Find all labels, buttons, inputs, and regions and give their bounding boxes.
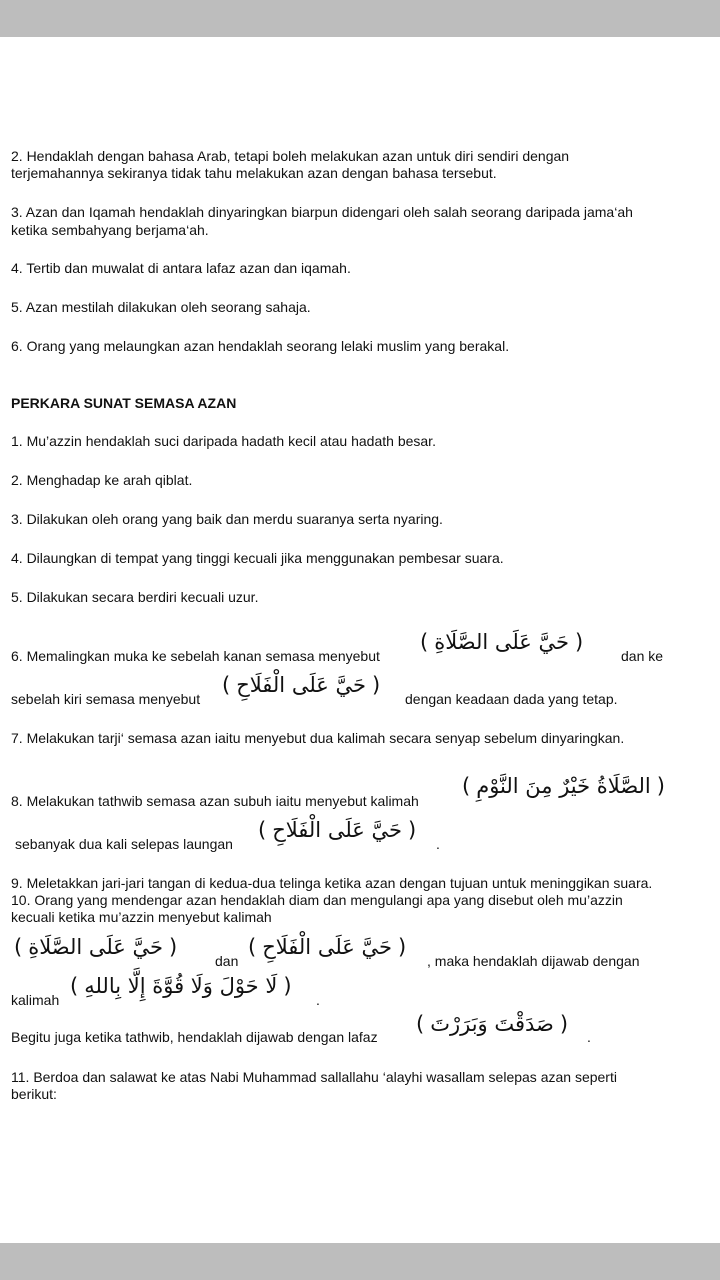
sunat-7: 7. Melakukan tarji‘ semasa azan iaitu menyebut dua kalimah secara senyap sebelum dinyaringkan.	[11, 730, 625, 746]
sunat-10-line-2: kecuali ketika mu’azzin menyebut kalimah	[11, 909, 272, 925]
sunat-8-part-b: sebanyak dua kali selepas laungan	[15, 836, 233, 852]
sunat-10-kalimah: kalimah	[11, 992, 60, 1008]
arabic-hayya-ala-falah-2: ( حَيَّ عَلَى الْفَلَاحِ )	[258, 818, 417, 842]
sunat-9: 9. Meletakkan jari-jari tangan di kedua-dua telinga ketika azan dengan tujuan untuk meninggikan suara.	[11, 875, 653, 891]
rule-3-line-1: 3. Azan dan Iqamah hendaklah dinyaringkan biarpun didengari oleh salah seorang daripada jama‘ah	[11, 204, 633, 220]
top-system-bar	[0, 0, 720, 37]
sunat-10-dan: dan	[215, 953, 239, 969]
section-heading: PERKARA SUNAT SEMASA AZAN	[11, 395, 237, 411]
sunat-5: 5. Dilakukan secara berdiri kecuali uzur.	[11, 589, 259, 605]
sunat-6-part-b: dan ke	[621, 648, 664, 664]
sunat-2: 2. Menghadap ke arah qiblat.	[11, 472, 193, 488]
rule-3-line-2: ketika sembahyang berjama‘ah.	[11, 222, 209, 238]
rule-4: 4. Tertib dan muwalat di antara lafaz azan dan iqamah.	[11, 260, 351, 276]
arabic-hayya-ala-salah-2: ( حَيَّ عَلَى الصَّلَاةِ )	[14, 935, 178, 959]
period-8: .	[436, 836, 440, 852]
arabic-sadaqta-wa-bararta: ( صَدَقْتَ وَبَرَرْتَ )	[416, 1012, 569, 1036]
sunat-6-part-c: sebelah kiri semasa menyebut	[11, 691, 201, 707]
arabic-hayya-ala-falah-3: ( حَيَّ عَلَى الْفَلَاحِ )	[248, 935, 407, 959]
arabic-assalatu-khayrun: ( الصَّلَاةُ خَيْرٌ مِنَ النَّوْمِ )	[462, 774, 665, 798]
arabic-hayya-ala-salah-1: ( حَيَّ عَلَى الصَّلَاةِ )	[420, 630, 584, 654]
sunat-10-line-1: 10. Orang yang mendengar azan hendaklah diam dan mengulangi apa yang disebut oleh mu’azzin	[11, 892, 623, 908]
sunat-1: 1. Mu’azzin hendaklah suci daripada hadath kecil atau hadath besar.	[11, 433, 436, 449]
sunat-6-part-d: dengan keadaan dada yang tetap.	[405, 691, 618, 707]
sunat-11-line-1: 11. Berdoa dan salawat ke atas Nabi Muhammad sallallahu ‘alayhi wasallam selepas azan seperti	[11, 1069, 617, 1085]
sunat-10-maka: , maka hendaklah dijawab dengan	[427, 953, 640, 969]
period-10a: .	[316, 992, 320, 1008]
sunat-6-part-a: 6. Memalingkan muka ke sebelah kanan semasa menyebut	[11, 648, 380, 664]
sunat-11-line-2: berikut:	[11, 1086, 57, 1102]
rule-5: 5. Azan mestilah dilakukan oleh seorang sahaja.	[11, 299, 311, 315]
rule-2-line-1: 2. Hendaklah dengan bahasa Arab, tetapi boleh melakukan azan untuk diri sendiri dengan	[11, 148, 570, 164]
arabic-hayya-ala-falah-1: ( حَيَّ عَلَى الْفَلَاحِ )	[222, 673, 381, 697]
sunat-3: 3. Dilakukan oleh orang yang baik dan merdu suaranya serta nyaring.	[11, 511, 443, 527]
period-10b: .	[587, 1029, 591, 1045]
rule-6: 6. Orang yang melaungkan azan hendaklah seorang lelaki muslim yang berakal.	[11, 338, 510, 354]
bottom-system-bar	[0, 1243, 720, 1280]
arabic-la-hawla: ( لَا حَوْلَ وَلَا قُوَّةَ إِلَّا بِاللهِ )	[70, 974, 292, 998]
sunat-8-part-a: 8. Melakukan tathwib semasa azan subuh iaitu menyebut kalimah	[11, 793, 419, 809]
sunat-10-begitu: Begitu juga ketika tathwib, hendaklah dijawab dengan lafaz	[11, 1029, 378, 1045]
sunat-4: 4. Dilaungkan di tempat yang tinggi kecuali jika menggunakan pembesar suara.	[11, 550, 504, 566]
rule-2-line-2: terjemahannya sekiranya tidak tahu melakukan azan dengan bahasa tersebut.	[11, 165, 497, 181]
